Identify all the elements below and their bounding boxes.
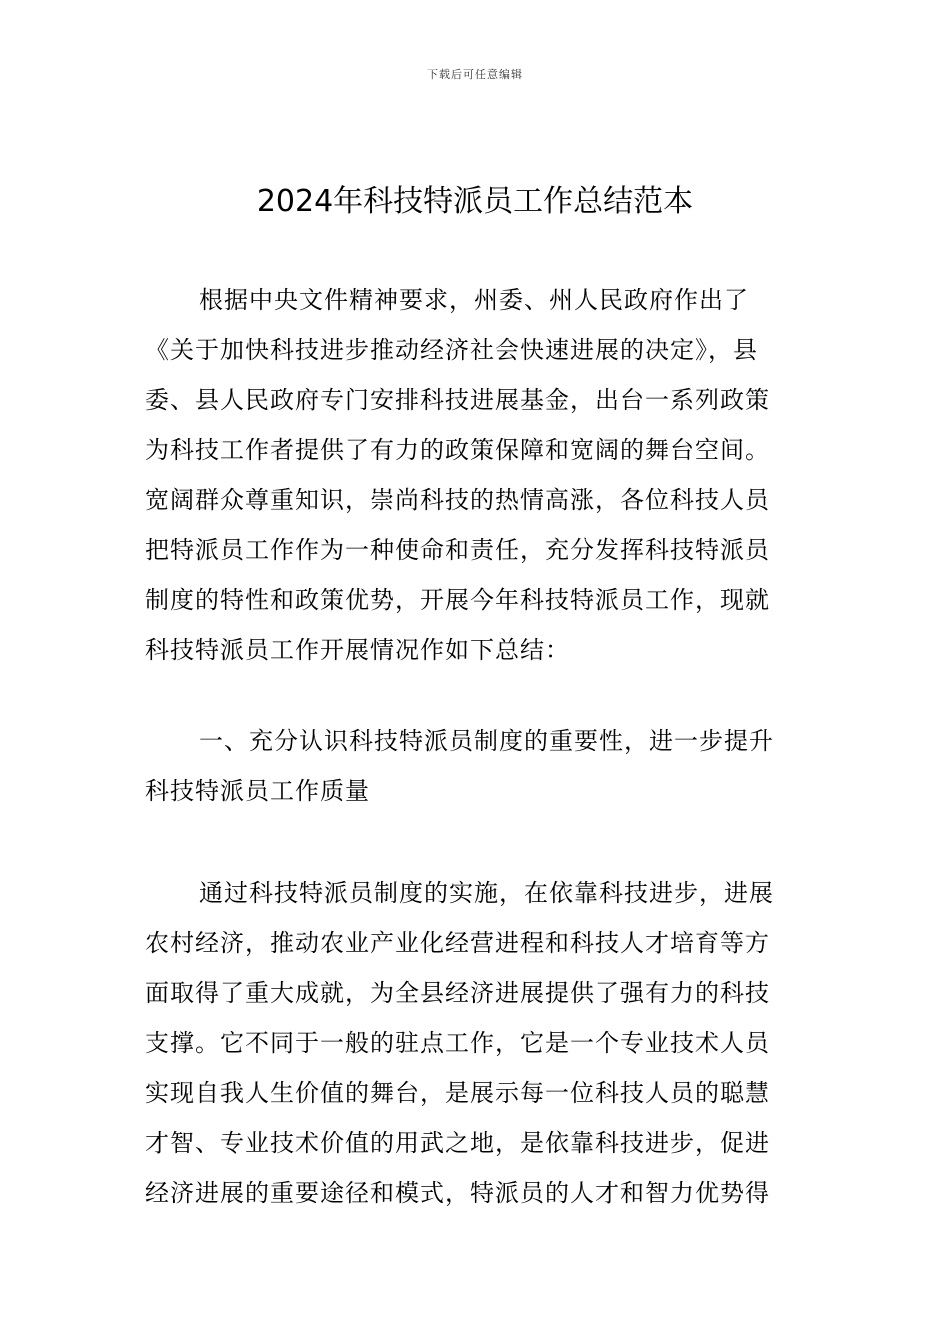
paragraph-line: 科技特派员工作开展情况作如下总结： bbox=[145, 636, 570, 664]
header-note: 下载后可任意编辑 bbox=[427, 68, 523, 81]
paragraph-line: 经济进展的重要途径和模式，特派员的人才和智力优势得 bbox=[145, 1179, 770, 1207]
paragraph-line: 实现自我人生价值的舞台，是展示每一位科技人员的聪慧 bbox=[145, 1079, 770, 1107]
paragraph-line: 制度的特性和政策优势，开展今年科技特派员工作，现就 bbox=[145, 586, 770, 614]
section-heading-1 bbox=[145, 716, 806, 816]
paragraph-line: 面取得了重大成就，为全县经济进展提供了强有力的科技 bbox=[145, 979, 770, 1007]
section-heading-line: 一、充分认识科技特派员制度的重要性，进一步提升 bbox=[199, 727, 774, 755]
paragraph-2 bbox=[145, 868, 806, 1218]
paragraph-line: 宽阔群众尊重知识，崇尚科技的热情高涨，各位科技人员 bbox=[145, 486, 770, 514]
section-heading-line: 科技特派员工作质量 bbox=[145, 777, 370, 805]
paragraph-1 bbox=[145, 275, 806, 675]
document-title: 2024年科技特派员工作总结范本 bbox=[256, 184, 694, 219]
paragraph-line: 农村经济，推动农业产业化经营进程和科技人才培育等方 bbox=[145, 929, 770, 957]
paragraph-line: 才智、专业技术价值的用武之地，是依靠科技进步，促进 bbox=[145, 1129, 770, 1157]
paragraph-line: 《关于加快科技进步推动经济社会快速进展的决定》，县 bbox=[145, 336, 758, 364]
paragraph-line: 根据中央文件精神要求，州委、州人民政府作出了 bbox=[199, 286, 749, 314]
paragraph-line: 为科技工作者提供了有力的政策保障和宽阔的舞台空间。 bbox=[145, 436, 770, 464]
paragraph-line: 把特派员工作作为一种使命和责任，充分发挥科技特派员 bbox=[145, 536, 770, 564]
paragraph-line: 支撑。它不同于一般的驻点工作，它是一个专业技术人员 bbox=[145, 1029, 770, 1057]
paragraph-line: 委、县人民政府专门安排科技进展基金，出台一系列政策 bbox=[145, 386, 770, 414]
paragraph-line: 通过科技特派员制度的实施，在依靠科技进步，进展 bbox=[199, 879, 774, 907]
